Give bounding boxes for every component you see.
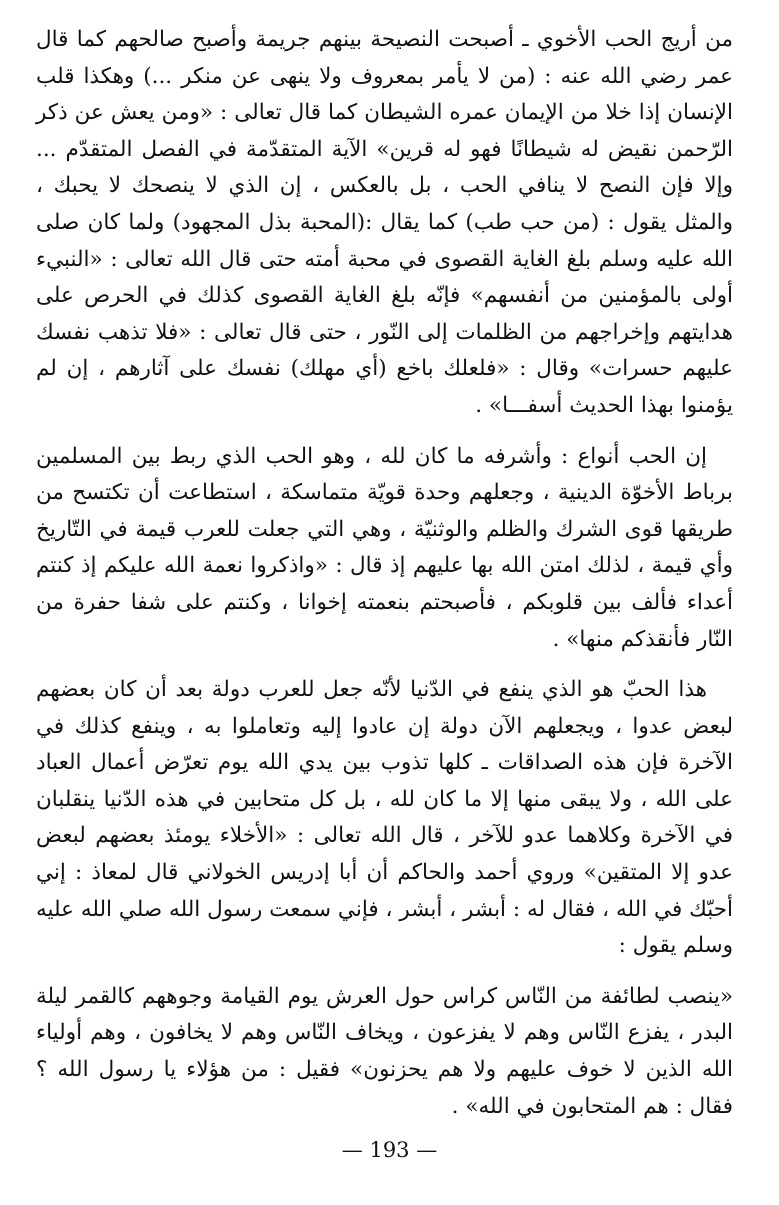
body-text — [36, 22, 733, 1125]
paragraph-2: إن الحب أنواع : وأشرفه ما كان لله ، وهو الحب الذي ربط بين المسلمين برباط الأخوّة الدينية ، وجعلهم وحدة قويّة متماسكة ، استطاعت أن تكتسح من طريقها قوى الشرك والظلم والوثنيّة ، وهي التي جعلت للعرب قيمة في التّاريخ وأي قيمة ، لذلك امتن الله بها عليهم إذ قال : «واذكروا نعمة الله عليكم إذ كنتم أعداء فألف بين قلوبكم ، فأصبحتم بنعمته إخوانا ، وكنتم على شفا حفرة من النّار فأنقذكم منها» . — [36, 443, 733, 652]
page-number: — 193 — — [341, 1138, 438, 1162]
paragraph-1: من أريج الحب الأخوي ـ أصبحت النصيحة بينهم جريمة وأصبح صالحهم كما قال عمر رضي الله عنه : (من لا يأمر بمعروف ولا ينهى عن منكر ...) وهكذا قلب الإنسان إذا خلا من الإيمان عمره الشيطان كما قال تعالى : «ومن يعش عن ذكر الرّحمن نقيض له شيطانًا فهو له قرين» الآية المتقدّمة في الفصل المتقدّم ... وإلا فإن النصح لا ينافي الحب ، بل بالعكس ، إن الذي لا ينصحك لا يحبك ، والمثل يقول : (من حب طب) كما يقال :(المحبة بذل المجهود) ولما كان صلى الله عليه وسلم بلغ الغاية القصوى في محبة أمته حتى قال الله تعالى : «النبيء أولى بالمؤمنين من أنفسهم» فإنّه بلغ الغاية القصوى كذلك في الحرص على هدايتهم وإخراجهم من الظلمات إلى النّور ، حتى قال تعالى : «فلا تذهب نفسك عليهم حسرات» وقال : «فلعلك باخع (أي مهلك) نفسك على آثارهم ، إن لم يؤمنوا بهذا الحديث أسفـــا» . — [36, 27, 733, 418]
paragraph-3: هذا الحبّ هو الذي ينفع في الدّنيا لأنّه جعل للعرب دولة بعد أن كان بعضهم لبعض عدوا ، ويجعلهم الآن دولة إن عادوا إليه وتعاملوا به ، وينفع كذلك في الآخرة فإن هذه الصداقات ـ كلها تذوب بين يدي الله يوم تعرّض أعمال العباد على الله ، ولا يبقى منها إلا ما كان لله ، بل كل متحابين في هذه الدّنيا ينقلبان في الآخرة وكلاهما عدو للآخر ، قال الله تعالى : «الأخلاء يومئذ بعضهم لبعض عدو إلا المتقين» وروي أحمد والحاكم أن أبا إدريس الخولاني قال لمعاذ : إني أحبّك في الله ، فقال له : أبشر ، أبشر ، فإني سمعت رسول الله صلي الله عليه وسلم يقول : — [36, 677, 733, 959]
paragraph-4: «ينصب لطائفة من النّاس كراس حول العرش يوم القيامة وجوههم كالقمر ليلة البدر ، يفزع النّاس وهم لا يفزعون ، ويخاف النّاس وهم لا يخافون ، وهم أولياء الله الذين لا خوف عليهم ولا هم يحزنون» فقيل : من هؤلاء يا رسول الله ؟ فقال : هم المتحابون في الله» . — [36, 983, 733, 1119]
